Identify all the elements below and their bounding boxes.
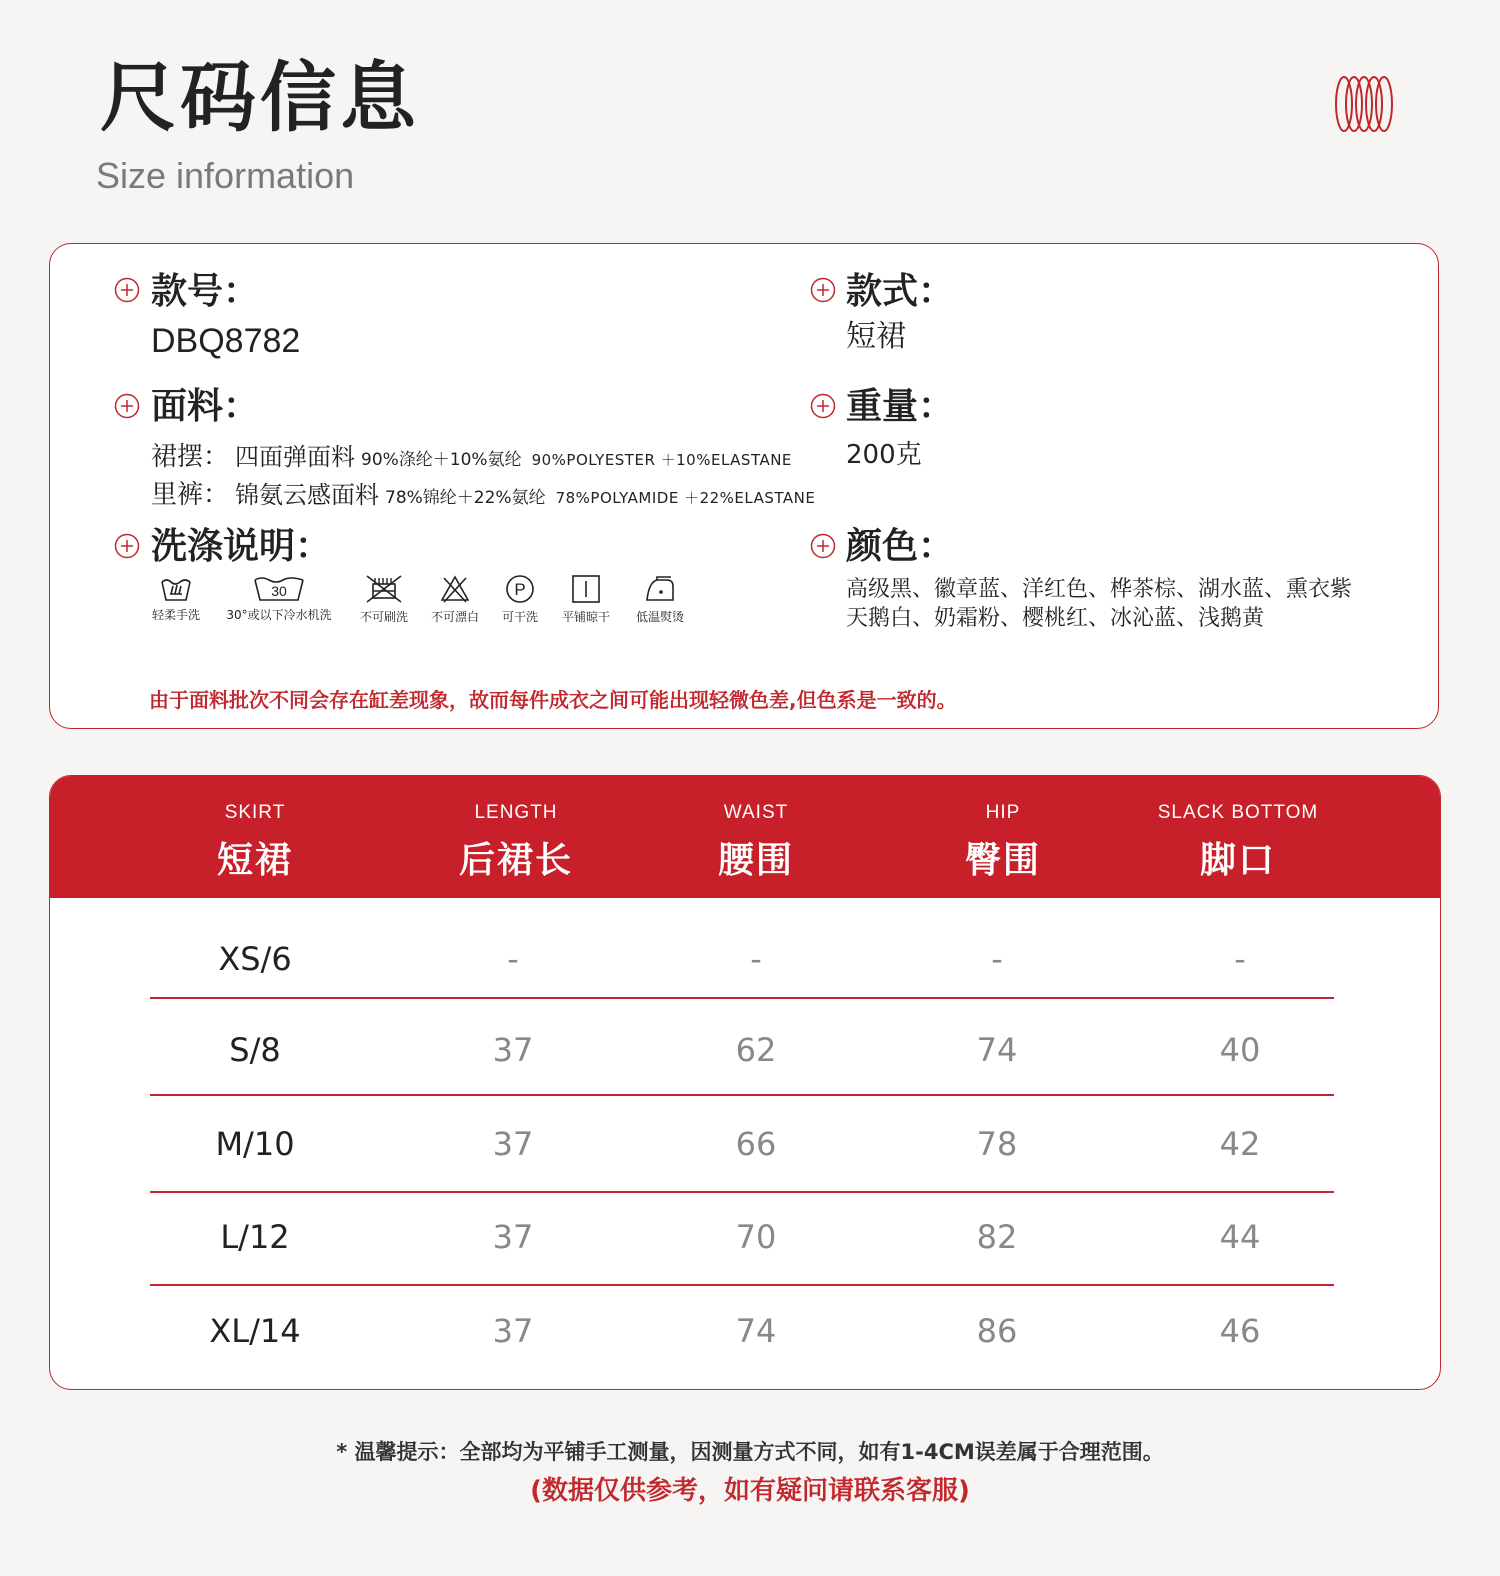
length-cell: 37 bbox=[492, 1312, 534, 1350]
hip-cell: 82 bbox=[976, 1218, 1018, 1256]
size-cell: XL/14 bbox=[209, 1312, 301, 1350]
table-row bbox=[50, 1285, 1440, 1378]
fabric-key: 里裤： bbox=[151, 480, 230, 510]
row-divider bbox=[150, 997, 1334, 999]
size-table-header bbox=[50, 776, 1440, 898]
header-cn: 腰围 bbox=[717, 840, 794, 881]
care-hand-wash bbox=[148, 574, 204, 623]
plus-circle-icon bbox=[114, 277, 140, 303]
weight-label: 重量： bbox=[846, 386, 955, 427]
header-en: SKIRT bbox=[224, 802, 286, 823]
size-table bbox=[49, 775, 1441, 1390]
header-en: LENGTH bbox=[474, 802, 558, 823]
care-caption: 不可刷洗 bbox=[359, 610, 408, 624]
header-en: HIP bbox=[985, 802, 1021, 823]
color-list-line: 天鹅白、奶霜粉、樱桃红、冰沁蓝、浅鹅黄 bbox=[846, 606, 1265, 631]
fabric-key: 裙摆： bbox=[151, 442, 230, 472]
machine-wash-30-icon bbox=[252, 574, 306, 602]
care-caption: 平铺晾干 bbox=[561, 610, 610, 624]
care-caption: 轻柔手洗 bbox=[151, 608, 200, 622]
header-en: SLACK BOTTOM bbox=[1157, 802, 1319, 823]
fabric-composition: 90%涤纶＋10%氨纶 bbox=[361, 450, 522, 470]
reference-disclaimer: (数据仅供参考，如有疑问请联系客服) bbox=[530, 1476, 970, 1506]
care-caption: 不可漂白 bbox=[430, 610, 479, 624]
wash-temp-badge: 30 bbox=[271, 583, 287, 599]
length-cell: 37 bbox=[492, 1125, 534, 1163]
slack-bottom-cell: 40 bbox=[1219, 1031, 1261, 1069]
size-cell: M/10 bbox=[215, 1125, 295, 1163]
dry-flat-icon bbox=[571, 574, 601, 604]
style-value: 短裙 bbox=[846, 319, 906, 354]
style-no-label: 款号： bbox=[151, 271, 260, 312]
table-row bbox=[50, 1004, 1440, 1097]
measurement-tip: * 温馨提示：全部均为平铺手工测量，因测量方式不同，如有1-4CM误差属于合理范围。 bbox=[336, 1440, 1164, 1464]
hip-cell: 78 bbox=[976, 1125, 1018, 1163]
hip-cell: 86 bbox=[976, 1312, 1018, 1350]
color-label: 颜色： bbox=[846, 526, 955, 567]
header-cell-skirt bbox=[125, 776, 385, 883]
fabric-composition: 78%锦纶＋22%氨纶 bbox=[385, 488, 546, 508]
waist-cell: 70 bbox=[735, 1218, 777, 1256]
hip-cell: 74 bbox=[976, 1031, 1018, 1069]
header-cell-length bbox=[386, 776, 646, 883]
care-machine-wash bbox=[218, 574, 340, 623]
care-label: 洗涤说明： bbox=[151, 526, 332, 567]
no-bleach-icon bbox=[440, 574, 470, 604]
color-variance-notice: 由于面料批次不同会存在缸差现象，故而每件成衣之间可能出现轻微色差,但色系是一致的。 bbox=[149, 688, 957, 712]
size-cell: L/12 bbox=[220, 1218, 290, 1256]
size-cell: XS/6 bbox=[218, 940, 292, 978]
header-cell-hip bbox=[873, 776, 1133, 883]
plus-circle-icon bbox=[114, 533, 140, 559]
table-row bbox=[50, 913, 1440, 1006]
care-no-brush bbox=[354, 574, 414, 625]
plus-circle-icon bbox=[114, 393, 140, 419]
no-brush-icon bbox=[363, 574, 405, 604]
table-row bbox=[50, 1191, 1440, 1284]
header-en: WAIST bbox=[723, 802, 789, 823]
page-title: 尺码信息 bbox=[100, 53, 420, 142]
header-cn: 后裙长 bbox=[458, 840, 573, 881]
slack-bottom-cell: - bbox=[1234, 940, 1246, 978]
hand-wash-icon bbox=[159, 574, 193, 602]
fabric-line-lining bbox=[151, 482, 815, 508]
style-no-value: DBQ8782 bbox=[151, 322, 301, 360]
care-low-iron bbox=[628, 574, 692, 625]
color-list-line: 高级黑、徽章蓝、洋红色、桦茶棕、湖水蓝、熏衣紫 bbox=[846, 577, 1353, 602]
slack-bottom-cell: 42 bbox=[1219, 1125, 1261, 1163]
dry-clean-badge: P bbox=[514, 580, 526, 599]
care-caption: 30°或以下冷水机洗 bbox=[226, 608, 332, 622]
style-label: 款式： bbox=[846, 271, 955, 312]
fabric-label: 面料： bbox=[151, 386, 260, 427]
low-iron-icon bbox=[643, 574, 677, 604]
fabric-name: 锦氨云感面料 bbox=[235, 481, 380, 509]
header-cn: 臀围 bbox=[964, 840, 1041, 881]
waist-cell: - bbox=[750, 940, 762, 978]
plus-circle-icon bbox=[810, 533, 836, 559]
product-info-card bbox=[49, 243, 1439, 729]
dry-clean-p-icon bbox=[505, 574, 535, 604]
care-caption: 可干洗 bbox=[501, 610, 538, 624]
fabric-composition-en: 78%POLYAMIDE ＋22%ELASTANE bbox=[555, 489, 816, 507]
care-dry-flat bbox=[556, 574, 616, 625]
waist-cell: 66 bbox=[735, 1125, 777, 1163]
waist-cell: 74 bbox=[735, 1312, 777, 1350]
slack-bottom-cell: 46 bbox=[1219, 1312, 1261, 1350]
header-cell-waist bbox=[626, 776, 886, 883]
care-caption: 低温熨烫 bbox=[635, 610, 684, 624]
length-cell: 37 bbox=[492, 1031, 534, 1069]
waist-cell: 62 bbox=[735, 1031, 777, 1069]
header-cell-slack-bottom bbox=[1108, 776, 1368, 883]
slack-bottom-cell: 44 bbox=[1219, 1218, 1261, 1256]
length-cell: 37 bbox=[492, 1218, 534, 1256]
fabric-line-skirt bbox=[151, 444, 792, 470]
header-cn: 短裙 bbox=[216, 840, 293, 881]
fabric-name: 四面弹面料 bbox=[235, 443, 356, 471]
care-no-bleach bbox=[426, 574, 484, 625]
hip-cell: - bbox=[991, 940, 1003, 978]
length-cell: - bbox=[507, 940, 519, 978]
header-cn: 脚口 bbox=[1199, 840, 1276, 881]
fabric-composition-en: 90%POLYESTER ＋10%ELASTANE bbox=[531, 451, 792, 469]
table-row bbox=[50, 1098, 1440, 1191]
weight-value: 200克 bbox=[846, 440, 922, 470]
page-subtitle: Size information bbox=[96, 155, 355, 196]
brand-rings-icon bbox=[1334, 74, 1394, 134]
plus-circle-icon bbox=[810, 277, 836, 303]
care-dry-clean bbox=[494, 574, 546, 625]
row-divider bbox=[150, 1094, 1334, 1096]
size-cell: S/8 bbox=[229, 1031, 281, 1069]
plus-circle-icon bbox=[810, 393, 836, 419]
